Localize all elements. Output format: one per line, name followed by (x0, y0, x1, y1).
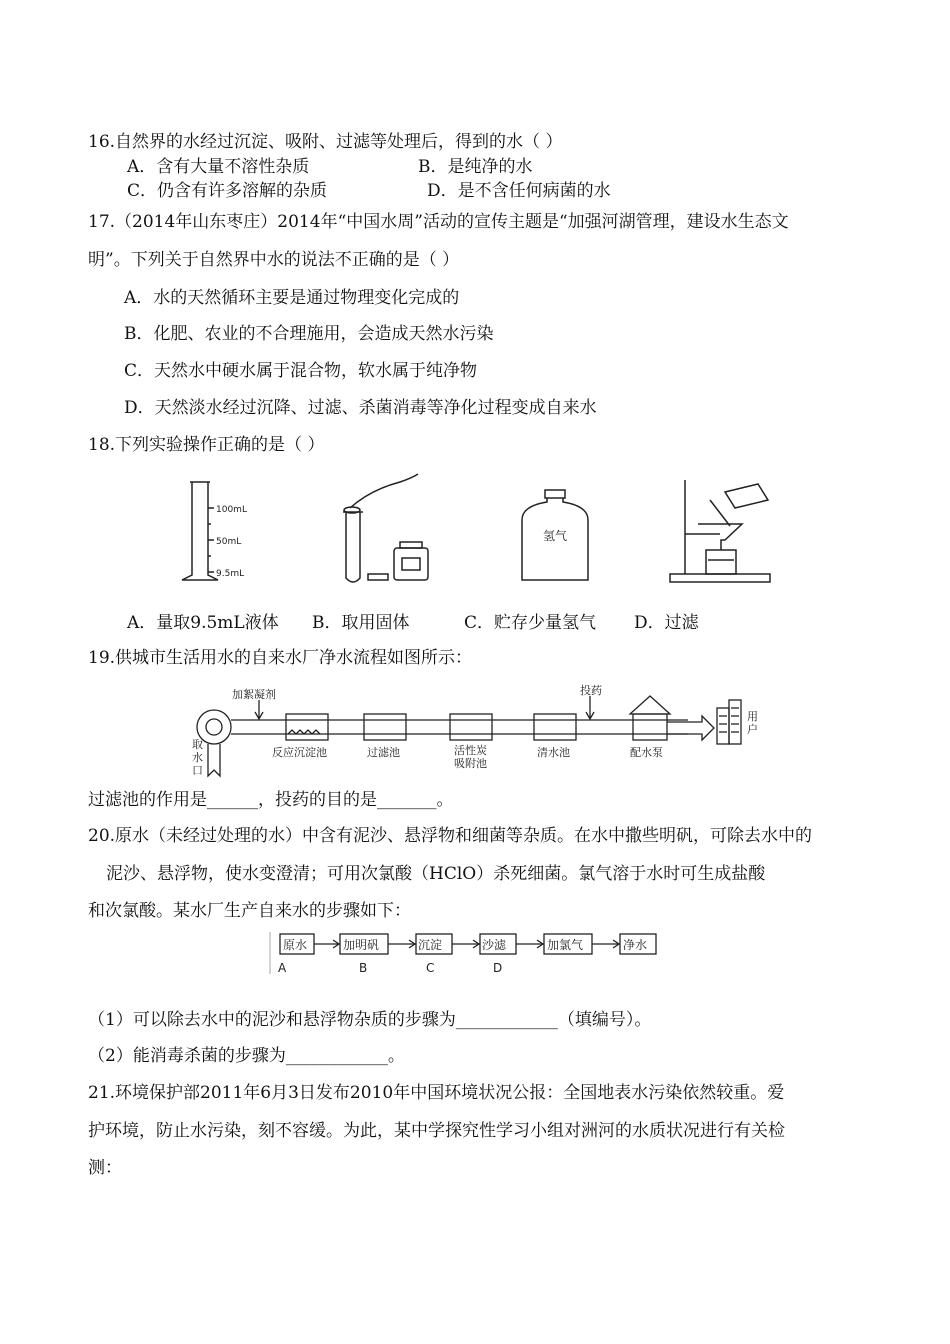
step-raw-water: 原水 (283, 938, 308, 952)
q21-line2: 护环境，防止水污染，刻不容缓。为此，某中学探究性学习小组对洲河的水质状况进行有关检 (88, 1121, 785, 1141)
step-settle: 沉淀 (418, 938, 443, 952)
q16-option-d: D．是不含任何病菌的水 (427, 181, 611, 201)
q16-option-b: B．是纯净的水 (418, 157, 533, 177)
carbon-tank-label-1: 活性炭 (454, 744, 487, 757)
step-letter-d: D (493, 961, 503, 975)
q16-option-a: A．含有大量不溶性杂质 (127, 157, 310, 177)
step-sand-filter: 沙滤 (482, 938, 507, 952)
step-add-alum: 加明矾 (343, 938, 380, 952)
q21-line1: 21.环境保护部2011年6月3日发布2010年中国环境状况公报：全国地表水污染依然较重。爱 (88, 1083, 785, 1103)
q17-option-a: A．水的天然循环主要是通过物理变化完成的 (124, 288, 460, 308)
q18-apparatus-figure (150, 470, 800, 595)
q19-stem: 19.供城市生活用水的自来水厂净水流程如图所示： (88, 648, 473, 668)
q17-option-c: C．天然水中硬水属于混合物，软水属于纯净物 (124, 361, 478, 381)
user-label-1: 用 (747, 710, 758, 723)
cylinder-label-9-5: 9.5mL (216, 569, 245, 579)
step-letter-a: A (278, 961, 287, 975)
water-treatment-flow-diagram (192, 682, 772, 782)
q20-sub1: （1）可以除去水中的泥沙和悬浮物杂质的步骤为____________（填编号）。 (88, 1010, 652, 1030)
user-label-2: 户 (747, 723, 758, 736)
intake-label-2: 水 (192, 751, 203, 764)
dosing-label: 投药 (580, 684, 602, 697)
cylinder-label-100: 100mL (216, 505, 247, 515)
intake-label-1: 取 (192, 738, 203, 751)
intake-label-3: 口 (192, 764, 203, 777)
q18-caption-a: A．量取9.5mL液体 (127, 613, 279, 633)
coagulant-label: 加絮凝剂 (232, 688, 276, 701)
q16-stem: 16.自然界的水经过沉淀、吸附、过滤等处理后，得到的水（ ） (88, 132, 563, 152)
filtration-illustration (670, 480, 770, 582)
filter-tank-label: 过滤池 (367, 746, 400, 759)
q20-sub2: （2）能消毒杀菌的步骤为____________。 (88, 1046, 405, 1066)
step-add-chlorine: 加氯气 (547, 938, 584, 952)
q17-option-b: B．化肥、农业的不合理施用，会造成天然水污染 (124, 324, 494, 344)
graduated-cylinder-illustration (182, 482, 218, 580)
q20-line3: 和次氯酸。某水厂生产自来水的步骤如下： (88, 901, 411, 921)
q17-stem-line2: 明”。下列关于自然界中水的说法不正确的是（ ） (88, 250, 460, 270)
q18-stem: 18.下列实验操作正确的是（ ） (88, 435, 325, 455)
q18-caption-c: C．贮存少量氢气 (464, 613, 597, 633)
gas-bottle-label: 氢气 (543, 529, 568, 543)
step-clean-water: 净水 (623, 938, 648, 952)
q16-option-c: C．仍含有许多溶解的杂质 (127, 181, 328, 201)
test-tube-spatula-illustration (343, 474, 428, 582)
q18-caption-b: B．取用固体 (312, 613, 410, 633)
step-letter-c: C (426, 961, 435, 975)
q17-option-d: D．天然淡水经过沉降、过滤、杀菌消毒等净化过程变成自来水 (124, 398, 597, 418)
step-letter-b: B (359, 961, 368, 975)
q20-line2: 泥沙、悬浮物，使水变澄清；可用次氯酸（HClO）杀死细菌。氯气溶于水时可生成盐酸 (106, 864, 766, 884)
clear-water-tank-label: 清水池 (537, 746, 570, 759)
sedimentation-tank-label: 反应沉淀池 (272, 746, 327, 759)
cylinder-label-50: 50mL (216, 537, 242, 547)
q21-line3: 测： (88, 1158, 122, 1178)
pump-label: 配水泵 (630, 746, 663, 759)
q18-caption-d: D．过滤 (634, 613, 699, 633)
q17-stem-line1: 17.（2014年山东枣庄）2014年“中国水周”活动的宣传主题是“加强河湖管理，建设水生态文 (88, 212, 789, 232)
water-production-steps-diagram (268, 930, 668, 978)
carbon-tank-label-2: 吸附池 (454, 757, 487, 770)
q19-question: 过滤池的作用是______，投药的目的是_______。 (88, 790, 454, 810)
q20-line1: 20.原水（未经过处理的水）中含有泥沙、悬浮物和细菌等杂质。在水中撒些明矾，可除去水中的 (88, 826, 813, 846)
